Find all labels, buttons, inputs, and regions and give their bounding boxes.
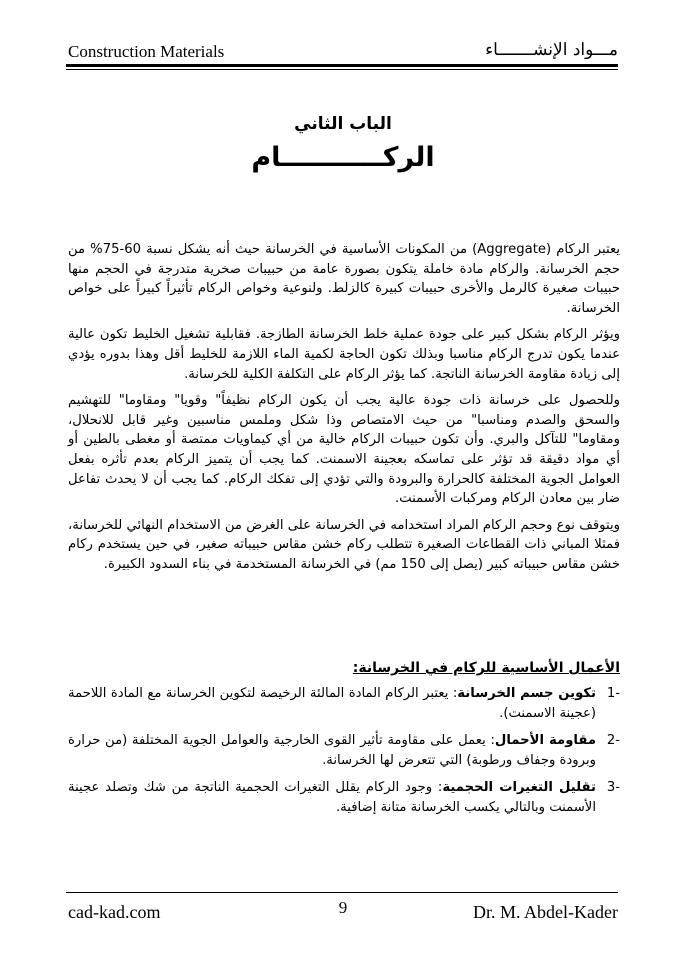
list-item-number: -3 xyxy=(606,780,620,796)
list-item-text: : وجود الركام يقلل التغيرات الحجمية الناتجة من شك وتصلد عجينة الأسمنت وبالتالي يكسب الخرسانة متانة إضافية. xyxy=(68,780,596,815)
paragraph: ويتوقف نوع وحجم الركام المراد استخدامه في الخرسانة على الغرض من الاستخدام النهائي للخرسانة، فمثلا المباني ذات القطاعات الصغيرة تتطلب ركام خشن مقاس حبيباته صغير، في حين يستخدم ركام خشن مقاس حبيباته كبير (يصل إلى 150 مم) في الخرسانة المستخدمة في بناء السدود الكبيرة. xyxy=(68,517,620,572)
paragraph: يعتبر الركام (Aggregate) من المكونات الأساسية في الخرسانة حيث أنه يشكل نسبة 60-75% من حجم الخرسانة. والركام مادة خاملة يتكون بصورة عامة من حبيبات صخرية متدرجة في الحجم منها حبيبات صغيرة كالرمل والأخرى حبيبات كبيرة كالزلط. ولنوعية وخواص الركام تأثيراً كبيراً على خواص الخرسانة. xyxy=(68,242,620,316)
footer-author: Dr. M. Abdel-Kader xyxy=(473,902,618,922)
list-item xyxy=(68,684,620,723)
header-rule xyxy=(66,64,618,70)
section-heading: الأعمال الأساسية للركام في الخرسانة: xyxy=(352,660,620,676)
paragraph: ويؤثر الركام بشكل كبير على جودة عملية خلط الخرسانة الطازجة. فقابلية تشغيل الخليط تكون عالية عندما يكون تدرج الركام مناسبا وبذلك تكون الحاجة لكمية الماء اللازمة للخليط أقل وهذا بدوره يؤدي إلى زيادة مقاومة الخرسانة الناتجة. كما يؤثر الركام على التكلفة الكلية للخرسانة. xyxy=(68,327,620,382)
list-item-term: تقليل التغيرات الحجمية xyxy=(442,780,596,796)
page-title: الركـــــــــــام xyxy=(251,142,435,173)
footer-website: cad-kad.com xyxy=(68,902,161,922)
list-item-text: : يعمل على مقاومة تأثير القوى الخارجية والعوامل الجوية المختلفة (من حرارة وبرودة وجفاف ورطوبة) التي تتعرض لها الخرسانة. xyxy=(68,733,596,768)
header-left-title: Construction Materials xyxy=(68,42,225,61)
list-item xyxy=(68,731,620,770)
list-item-number: -2 xyxy=(606,733,620,749)
header-right-title: مـــواد الإنشـــــــاء xyxy=(485,40,618,60)
footer-rule xyxy=(66,892,618,893)
list-item-term: مقاومة الأحمال xyxy=(494,733,596,749)
list-item-text: : يعتبر الركام المادة المالئة الرخيصة لتكوين الخرسانة مع المادة اللاحمة (عجينة الاسمنت). xyxy=(68,686,596,721)
functions-list xyxy=(68,684,620,826)
list-item-number: -1 xyxy=(606,686,620,701)
list-item xyxy=(68,778,620,817)
list-item-term: تكوين جسم الخرسانة xyxy=(457,686,596,701)
body-text xyxy=(68,240,620,582)
paragraph: وللحصول على خرسانة ذات جودة عالية يجب أن يكون الركام نظيفاً" وقويا" ومقاوما" للتهشيم والسحق والصدم ومناسبا" من حيث الامتصاص وذا شكل وملمس مناسبين وغير قابل للانحلال، ومقاوما" للتآكل والبري. وأن تكون حبيبات الركام خالية من أي كيماويات ممتصة أو مغطى بالطين أو أي مواد دقيقة قد تؤثر على تماسكه بعجينة الاسمنت. كما يجب أن يتميز الركام بعدم تأثره بفعل العوامل الجوية المختلفة كالحرارة والبرودة والتي تؤدي إلى تفكك الركام. كما يجب أن لا يحدث تفاعل ضار بين معادن الركام ومركبات الأسمنت. xyxy=(68,393,620,507)
page-number: 9 xyxy=(338,898,348,917)
chapter-label: الباب الثاني xyxy=(294,114,392,134)
